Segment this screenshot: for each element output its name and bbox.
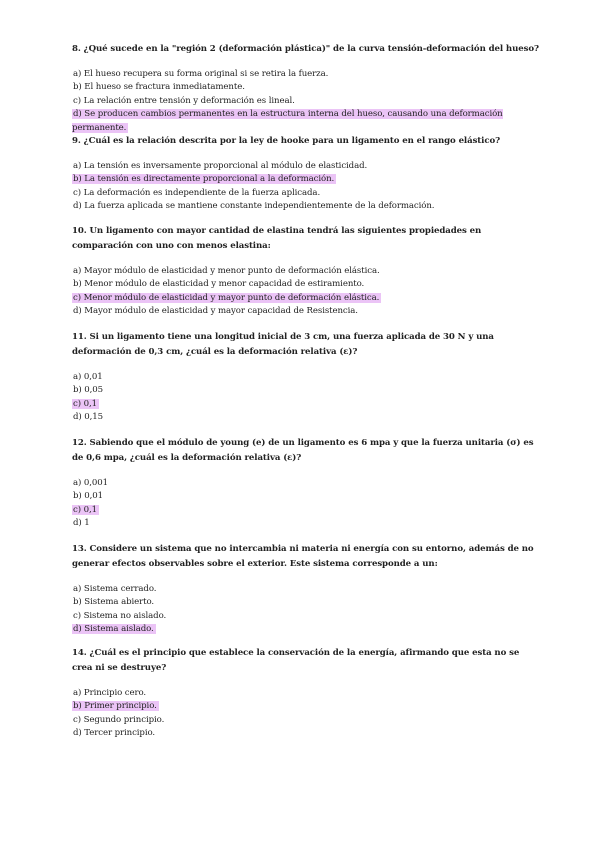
option-a: a) Sistema cerrado. [73,584,157,594]
option-list [72,265,542,319]
option-a: a) La tensión es inversamente proporcional al módulo de elasticidad. [73,161,368,171]
option-d: d) 1 [73,518,90,529]
question-stem: 9. ¿Cuál es la relación descrita por la ley de hooke para un ligamento en el rango elástico? [72,136,501,146]
option-b-highlighted: b) La tensión es directamente proporcional a la deformación. [73,174,335,185]
question-10 [72,224,542,319]
option-list [72,68,542,133]
option-d: d) 0,15 [73,412,104,423]
option-list [72,371,542,425]
option-list [72,477,542,531]
question-14 [72,646,542,741]
option-list [72,583,542,637]
question-8 [72,42,542,133]
option-list [72,160,542,214]
question-stem: 11. Si un ligamento tiene una longitud inicial de 3 cm, una fuerza aplicada de 30 N y una deformación de 0,3 cm, ¿cuál es la deformación relativa (ε)? [72,332,494,357]
question-stem: 13. Considere un sistema que no intercambia ni materia ni energía con su entorno, además de no generar efectos observables sobre el exterior. Este sistema corresponde a un: [72,544,534,569]
option-c-highlighted: c) 0,1 [73,504,97,515]
option-c-highlighted: c) Menor módulo de elasticidad y mayor punto de deformación elástica. [73,292,380,303]
option-b: b) Sistema abierto. [73,597,155,608]
option-a: a) Mayor módulo de elasticidad y menor punto de deformación elástica. [73,266,380,276]
option-list [72,687,542,741]
option-d-highlighted: d) Se producen cambios permanentes en la estructura interna del hueso, causando una deformación permanente. [72,109,503,133]
option-a: a) 0,001 [73,478,109,488]
option-b: b) El hueso se fractura inmediatamente. [73,82,245,93]
question-stem: 12. Sabiendo que el módulo de young (e) de un ligamento es 6 mpa y que la fuerza unitaria (σ) es de 0,6 mpa, ¿cuál es la deformación relativa (ε)? [72,438,534,463]
option-d: d) La fuerza aplicada se mantiene constante independientemente de la deformación. [73,201,435,212]
option-b-highlighted: b) Primer principio. [73,701,157,712]
option-c: c) Sistema no aislado. [73,610,167,621]
question-stem: 14. ¿Cuál es el principio que establece la conservación de la energía, afirmando que esta no se crea ni se destruye? [72,648,520,673]
question-stem: 8. ¿Qué sucede en la "región 2 (deformación plástica)" de la curva tensión-deformación del hueso? [72,44,539,54]
question-9 [72,134,542,214]
option-a: a) El hueso recupera su forma original si se retira la fuerza. [73,69,329,79]
option-c-highlighted: c) 0,1 [73,398,97,409]
option-b: b) 0,01 [73,491,104,502]
option-d-highlighted: d) Sistema aislado. [73,624,154,635]
option-c: c) La relación entre tensión y deformación es lineal. [73,95,295,106]
question-12 [72,436,542,531]
question-13 [72,542,542,637]
option-c: c) La deformación es independiente de la fuerza aplicada. [73,187,321,198]
option-d: d) Mayor módulo de elasticidad y mayor capacidad de Resistencia. [73,306,358,317]
option-a: a) 0,01 [73,372,103,382]
question-11 [72,330,542,425]
option-a: a) Principio cero. [73,688,147,698]
option-c: c) Segundo principio. [73,714,165,725]
option-b: b) 0,05 [73,385,104,396]
question-stem: 10. Un ligamento con mayor cantidad de elastina tendrá las siguientes propiedades en comparación con uno con menos elastina: [72,226,482,251]
option-b: b) Menor módulo de elasticidad y menor capacidad de estiramiento. [73,279,365,290]
option-d: d) Tercer principio. [73,728,156,739]
